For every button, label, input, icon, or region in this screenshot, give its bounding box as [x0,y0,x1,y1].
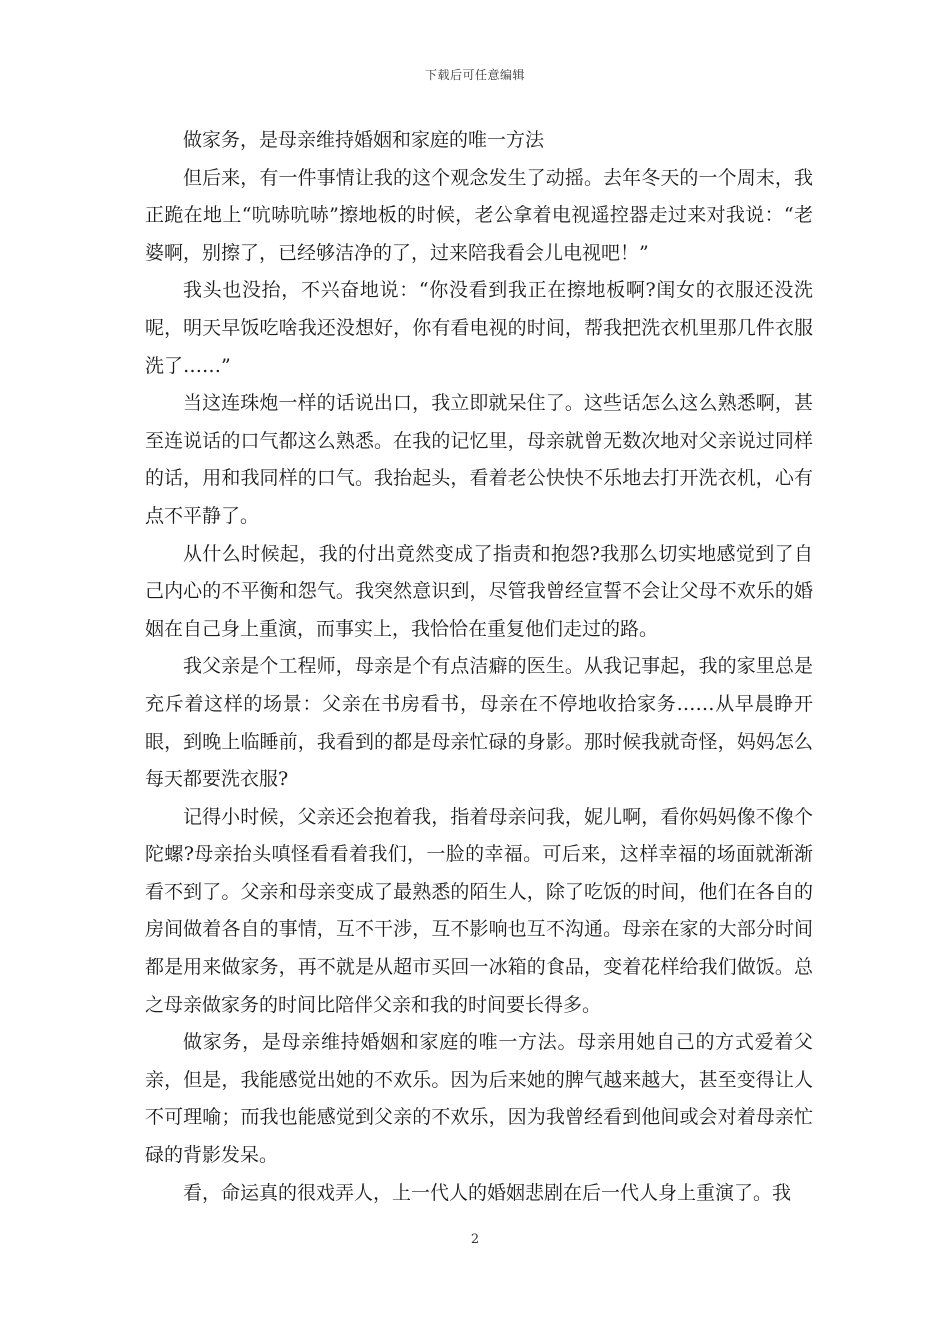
document-body [145,122,813,1212]
paragraph: 我头也没抬，不兴奋地说：“你没看到我正在擦地板啊?闺女的衣服还没洗呢，明天早饭吃啥我还没想好，你有看电视的时间，帮我把洗衣机里那几件衣服洗了……” [145,279,813,377]
paragraph: 做家务，是母亲维持婚姻和家庭的唯一方法。母亲用她自己的方式爱着父亲，但是，我能感觉出她的不欢乐。因为后来她的脾气越来越大，甚至变得让人不可理喻；而我也能感觉到父亲的不欢乐，因为我曾经看到他间或会对着母亲忙碌的背影发呆。 [145,1031,813,1167]
page-number: 2 [470,1232,480,1247]
paragraph: 看，命运真的很戏弄人，上一代人的婚姻悲剧在后一代人身上重演了。我 [183,1181,792,1204]
paragraph: 做家务，是母亲维持婚姻和家庭的唯一方法 [183,129,545,151]
paragraph: 我父亲是个工程师，母亲是个有点洁癖的医生。从我记事起，我的家里总是充斥着这样的场景：父亲在书房看书，母亲在不停地收拾家务……从早晨睁开眼，到晚上临睡前，我看到的都是母亲忙碌的身影。那时候我就奇怪，妈妈怎么每天都要洗衣服? [145,655,813,791]
paragraph: 但后来，有一件事情让我的这个观念发生了动摇。去年冬天的一个周末，我正跪在地上“吭哧吭哧”擦地板的时候，老公拿着电视遥控器走过来对我说：“老婆啊，别擦了，已经够洁净的了，过来陪我看会儿电视吧！” [145,166,813,264]
paragraph: 从什么时候起，我的付出竟然变成了指责和抱怨?我那么切实地感觉到了自己内心的不平衡和怨气。我突然意识到，尽管我曾经宣誓不会让父母不欢乐的婚姻在自己身上重演，而事实上，我恰恰在重复他们走过的路。 [145,542,813,640]
paragraph: 记得小时候，父亲还会抱着我，指着母亲问我，妮儿啊，看你妈妈像不像个陀螺?母亲抬头嗔怪看看着我们，一脸的幸福。可后来，这样幸福的场面就渐渐看不到了。父亲和母亲变成了最熟悉的陌生人，除了吃饭的时间，他们在各自的房间做着各自的事情，互不干涉，互不影响也互不沟通。母亲在家的大部分时间都是用来做家务，再不就是从超市买回一冰箱的食品，变着花样给我们做饭。总之母亲做家务的时间比陪伴父亲和我的时间要长得多。 [145,805,813,1016]
page-header: 下载后可任意编辑 [424,68,525,82]
paragraph: 当这连珠炮一样的话说出口，我立即就呆住了。这些话怎么这么熟悉啊，甚至连说话的口气都这么熟悉。在我的记忆里，母亲就曾无数次地对父亲说过同样的话，用和我同样的口气。我抬起头，看着老公快快不乐地去打开洗衣机，心有点不平静了。 [145,392,813,527]
